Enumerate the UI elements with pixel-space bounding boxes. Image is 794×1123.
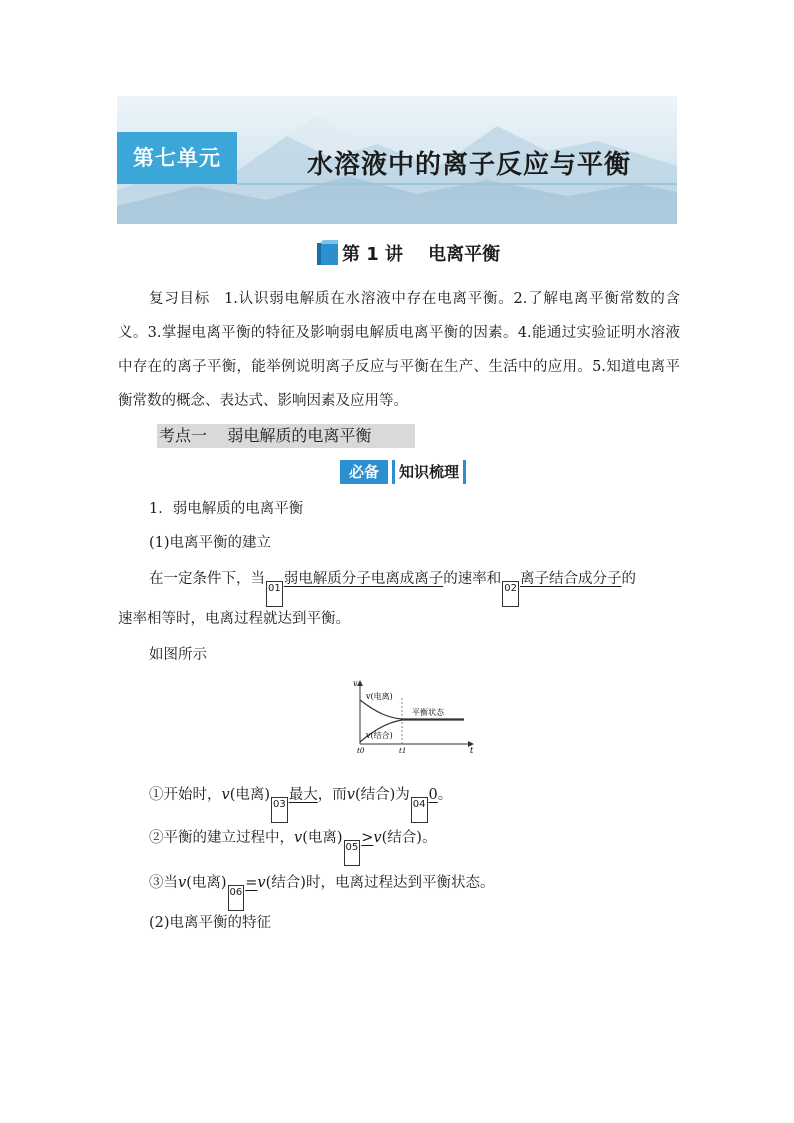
blank-box-04: 04 [411, 797, 428, 823]
heading-1: 1．弱电解质的电离平衡 [149, 501, 304, 517]
answer-01: 弱电解质分子电离成离子 [283, 571, 444, 587]
lecture-heading [316, 236, 500, 270]
tag-text: 知识梳理 [392, 460, 466, 484]
text: ③当 [149, 875, 178, 891]
y-axis-label: v [353, 679, 358, 688]
blank-box-05: 05 [344, 840, 361, 866]
review-objectives [118, 282, 680, 418]
equilibrium-annotation: 平衡状态 [412, 708, 444, 717]
text: 在一定条件下，当 [149, 571, 265, 587]
series-label-combination: v(结合) [366, 731, 393, 740]
tag-box: 必备 [340, 460, 388, 484]
text: (电离) [186, 875, 227, 891]
banner-divider [237, 183, 677, 185]
book-icon [316, 240, 340, 266]
objectives-label: 复习目标 [149, 291, 211, 307]
objectives-text: 1.认识弱电解质在水溶液中存在电离平衡。2.了解电离平衡常数的含义。3.掌握电离平衡的特征及影响弱电解质电离平衡的因素。4.能通过实验证明水溶液中存在的离子平衡，能举例说明离子反应与平衡在生产、生活中的应用。5.知道电离平衡常数的概念、表达式、影响因素及应用等。 [118, 291, 681, 409]
lecture-title: 第 1 讲 电离平衡 [342, 244, 501, 265]
text: 的速率和 [443, 571, 502, 587]
unit-banner [117, 96, 677, 224]
y-axis-arrow [357, 680, 363, 686]
blank-box-06: 06 [228, 885, 245, 911]
text: ②平衡的建立过程中， [149, 830, 294, 846]
x-tick-t0: t0 [357, 747, 365, 754]
text: (电离) [302, 830, 343, 846]
section-title: 考点一 弱电解质的电离平衡 [159, 426, 372, 445]
heading-2: (1)电离平衡的建立 [149, 535, 272, 551]
text: ，而 [317, 787, 347, 803]
item-1 [149, 783, 452, 823]
knowledge-tag [340, 458, 466, 486]
series-label-ionization: v(电离) [366, 692, 393, 701]
ionization-rate-diagram [350, 678, 475, 754]
symbol-v: v [221, 787, 230, 803]
paragraph-1-line-1 [149, 567, 636, 607]
symbol-v: v [178, 875, 187, 891]
text: ①开始时， [149, 787, 222, 803]
text: 。 [437, 787, 453, 803]
unit-label-box [117, 132, 237, 184]
symbol-v: v [346, 787, 355, 803]
item-2 [149, 826, 436, 866]
paragraph-2: 如图所示 [149, 647, 207, 663]
blank-box-03: 03 [271, 797, 288, 823]
text: (结合)为 [354, 787, 410, 803]
item-3 [149, 871, 494, 911]
text: (结合)时，电离过程达到平衡状态。 [265, 875, 495, 891]
answer-05: > [361, 830, 374, 846]
text: (结合)。 [381, 830, 437, 846]
heading-3: (2)电离平衡的特征 [149, 915, 272, 931]
blank-box-02: 02 [502, 581, 519, 607]
text: (电离) [229, 787, 271, 803]
answer-02: 离子结合成分子 [519, 571, 622, 587]
symbol-v: v [257, 875, 266, 891]
blank-box-01: 01 [266, 581, 283, 607]
x-tick-t1: t1 [399, 747, 407, 754]
x-axis-label: t [470, 746, 474, 754]
answer-03: 最大 [288, 787, 318, 803]
section-heading [157, 424, 415, 448]
unit-title: 水溶液中的离子反应与平衡 [307, 150, 632, 180]
symbol-v: v [294, 830, 303, 846]
symbol-v: v [373, 830, 382, 846]
paragraph-1-line-2: 速率相等时，电离过程就达到平衡。 [118, 611, 350, 627]
unit-label: 第七单元 [133, 146, 221, 170]
answer-04: 0 [428, 787, 438, 803]
text: 的 [621, 571, 636, 587]
answer-06: = [245, 875, 258, 891]
